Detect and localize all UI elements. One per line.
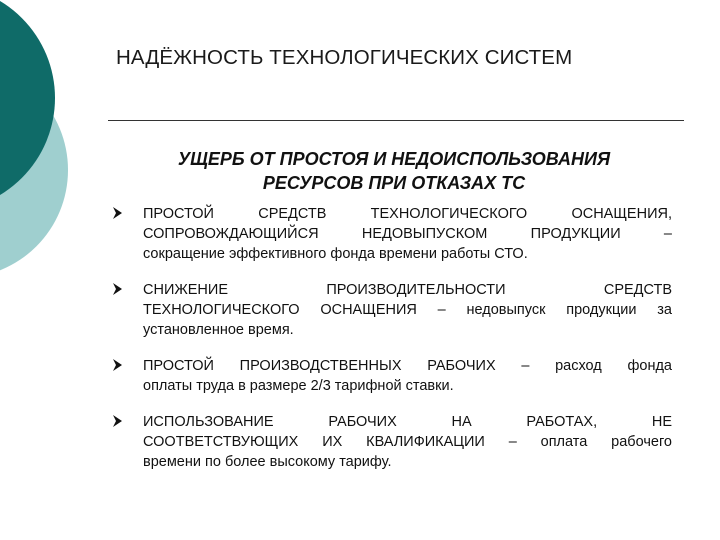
arrowhead-bullet-icon	[112, 414, 123, 428]
subtitle-line-2: РЕСУРСОВ ПРИ ОТКАЗАХ ТС	[262, 173, 526, 193]
bullet-line-1: ПРОСТОЙ СРЕДСТВ ТЕХНОЛОГИЧЕСКОГО ОСНАЩЕНИЯ,	[143, 206, 672, 222]
bullet-line-1: СНИЖЕНИЕ ПРОИЗВОДИТЕЛЬНОСТИ СРЕДСТВ	[143, 282, 672, 298]
arrowhead-bullet-icon	[112, 358, 123, 372]
bullet-line-2: СОПРОВОЖДАЮЩИЙСЯ НЕДОВЫПУСКОМ ПРОДУКЦИИ –	[143, 226, 672, 242]
bullet-item	[110, 204, 672, 264]
subtitle-line-1: УЩЕРБ ОТ ПРОСТОЯ И НЕДОИСПОЛЬЗОВАНИЯ	[177, 149, 611, 169]
slide-title: НАДЁЖНОСТЬ ТЕХНОЛОГИЧЕСКИХ СИСТЕМ	[116, 46, 573, 69]
bullet-item	[110, 280, 672, 340]
bullet-line-2: СООТВЕТСТВУЮЩИХ ИХ КВАЛИФИКАЦИИ – оплата рабочего	[143, 434, 672, 450]
bullet-line-1: ИСПОЛЬЗОВАНИЕ РАБОЧИХ НА РАБОТАХ, НЕ	[143, 414, 672, 430]
bullet-line-1: ПРОСТОЙ ПРОИЗВОДСТВЕННЫХ РАБОЧИХ – расход фонда	[143, 358, 672, 374]
bullet-rest: оплаты труда в размере 2/3 тарифной ставки.	[143, 378, 454, 394]
bullet-line-2: ТЕХНОЛОГИЧЕСКОГО ОСНАЩЕНИЯ – недовыпуск продукции за	[143, 302, 672, 318]
bullet-list	[110, 204, 672, 472]
bullet-rest: сокращение эффективного фонда времени работы СТО.	[143, 246, 528, 262]
arrowhead-bullet-icon	[112, 206, 123, 220]
bullet-rest: времени по более высокому тарифу.	[143, 454, 392, 470]
arrowhead-bullet-icon	[112, 282, 123, 296]
bullet-rest: установленное время.	[143, 322, 294, 338]
bullet-item	[110, 356, 672, 396]
bullet-item	[110, 412, 672, 472]
title-divider	[108, 120, 684, 121]
slide-subtitle	[112, 147, 676, 195]
